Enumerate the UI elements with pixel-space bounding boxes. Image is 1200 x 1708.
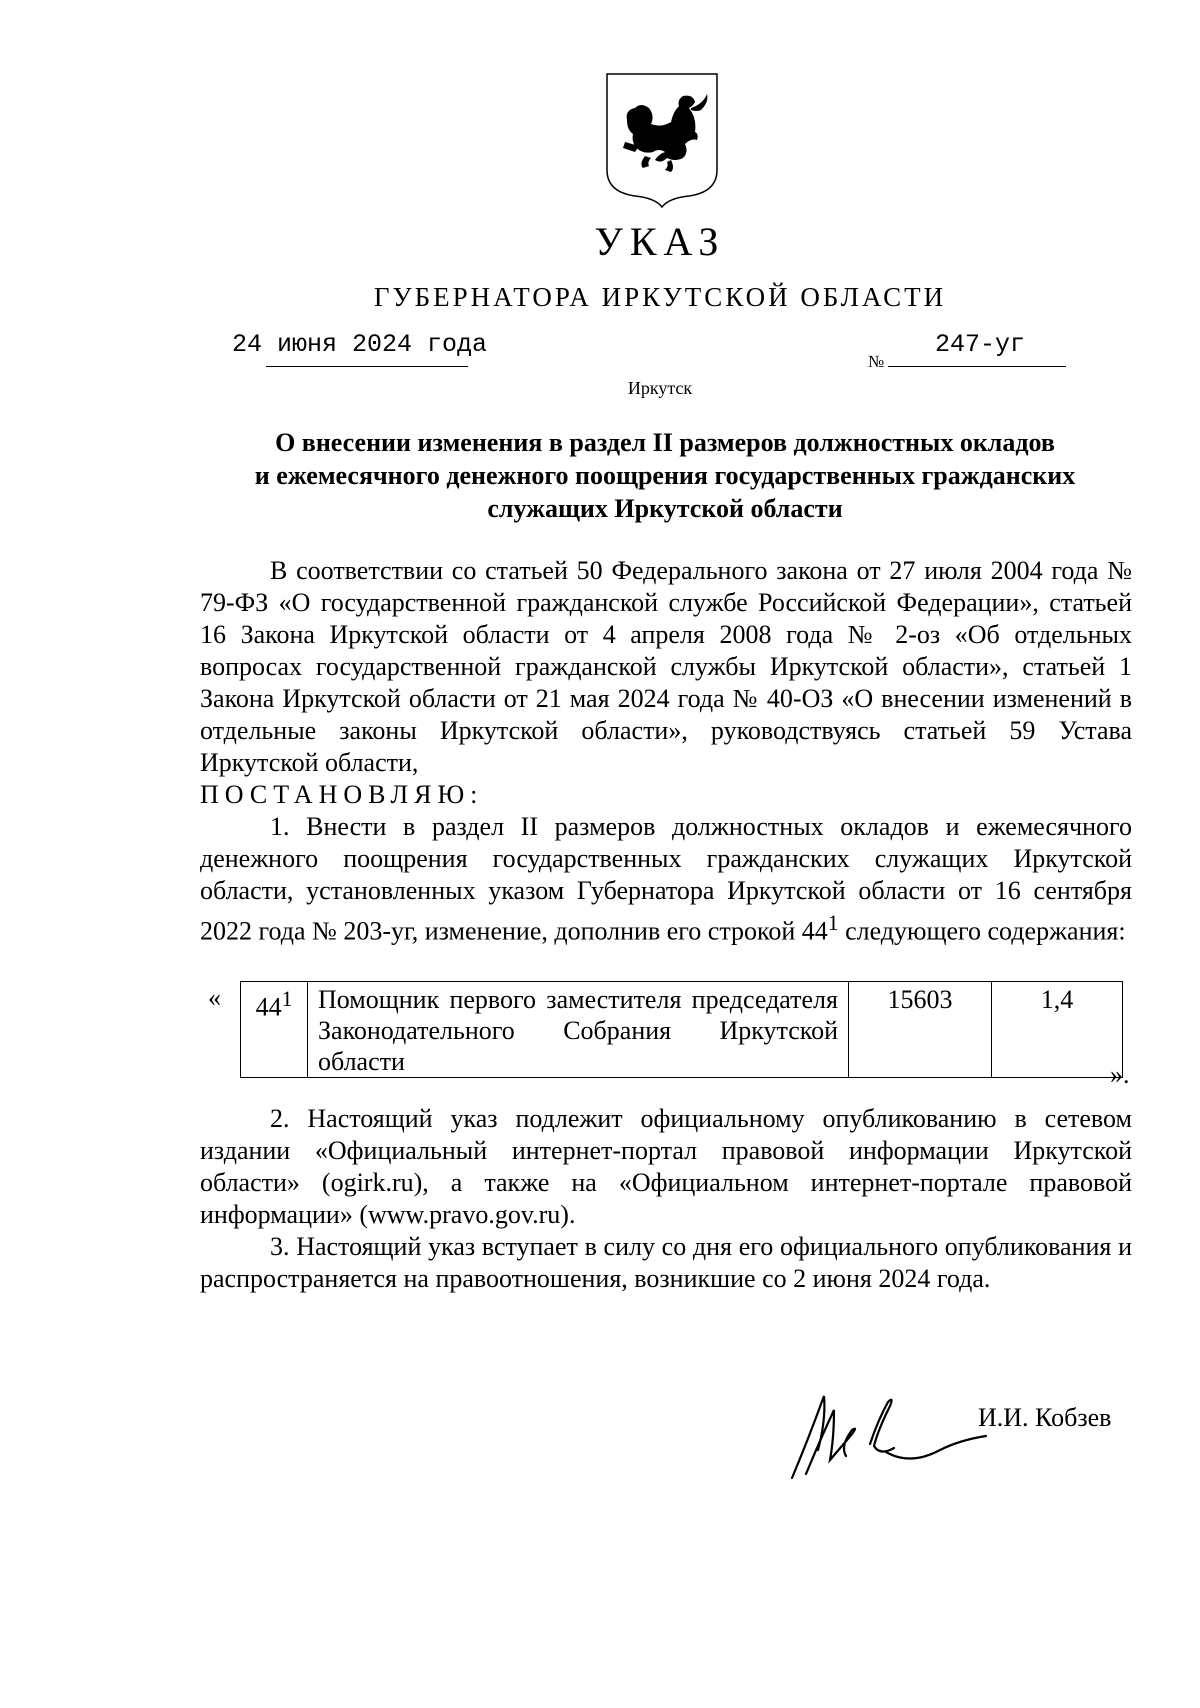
table-row xyxy=(241,982,1123,1078)
document-title: УКАЗ xyxy=(594,219,726,264)
document-number: 247-уг xyxy=(935,330,1026,359)
item-1-paragraph xyxy=(200,811,1132,948)
row-number-cell: $44^1$ xyxy=(241,982,308,1078)
number-underline xyxy=(888,366,1066,367)
decree-body-lower xyxy=(200,1103,1132,1295)
heading-line: служащих Иркутской области xyxy=(487,494,843,523)
opening-quote: « xyxy=(208,983,221,1012)
row-number-superscript: 1 xyxy=(281,987,293,1011)
city-label: Иркутск xyxy=(627,378,693,398)
coat-of-arms-icon xyxy=(605,72,719,209)
item-1-tail: следующего содержания: xyxy=(838,916,1126,946)
signature-icon xyxy=(790,1390,995,1480)
salary-cell: 15603 xyxy=(849,982,992,1078)
preamble-paragraph: В соответствии со статьей 50 Федерального закона от 27 июля 2004 года № 79-ФЗ «О государственной гражданской службе Российской Федерации», статьей 16 Закона Иркутской области от 4 апреля 2008 года № 2-оз «Об отдельных вопросах государственной гражданской службы Иркутской области», статьей 1 Закона Иркутской области от 21 мая 2024 года № 40-ОЗ «О внесении изменений в отдельные законы Иркутской области», руководствуясь статьей 59 Устава Иркутской области, xyxy=(200,556,1132,777)
inserted-row-table xyxy=(240,981,1123,1078)
item-1-text: 1. Внести в раздел II размеров должностных окладов и ежемесячного денежного поощрения государственных гражданских служащих Иркутской области, установленных указом Губернатора Иркутской области от 16 сентября 2022 года № 203-уг, изменение, дополнив его строкой 44 xyxy=(200,812,1132,946)
decree-heading xyxy=(200,426,1130,525)
document-date: 24 июня 2024 года xyxy=(232,330,488,359)
date-underline xyxy=(266,366,468,367)
closing-quote: ». xyxy=(1110,1060,1130,1089)
signer-name: И.И. Кобзев xyxy=(978,1403,1112,1432)
item-3-paragraph: 3. Настоящий указ вступает в силу со дня его официального опубликования и распространяется на правоотношения, возникшие со 2 июня 2024 года. xyxy=(200,1232,1132,1293)
item-1-superscript: 1 xyxy=(827,911,839,935)
heading-line: О внесении изменения в раздел II размеров должностных окладов xyxy=(275,428,1055,457)
coefficient-cell: 1,4 xyxy=(992,982,1123,1078)
document-subtitle: ГУБЕРНАТОРА ИРКУТСКОЙ ОБЛАСТИ xyxy=(373,282,947,312)
heading-line: и ежемесячного денежного поощрения государственных гражданских xyxy=(254,461,1076,490)
postanovlyayu-label: ПОСТАНОВЛЯЮ: xyxy=(200,780,484,809)
decree-body-upper xyxy=(200,555,1132,948)
position-cell: Помощник первого заместителя председателя Законодательного Собрания Иркутской области xyxy=(308,982,849,1078)
item-2-paragraph: 2. Настоящий указ подлежит официальному опубликованию в сетевом издании «Официальный интернет-портал правовой информации Иркутской области» (ogirk.ru), а также на «Официальном интернет-портале правовой информации» (www.pravo.gov.ru). xyxy=(200,1104,1132,1229)
number-sign: № xyxy=(868,352,885,371)
